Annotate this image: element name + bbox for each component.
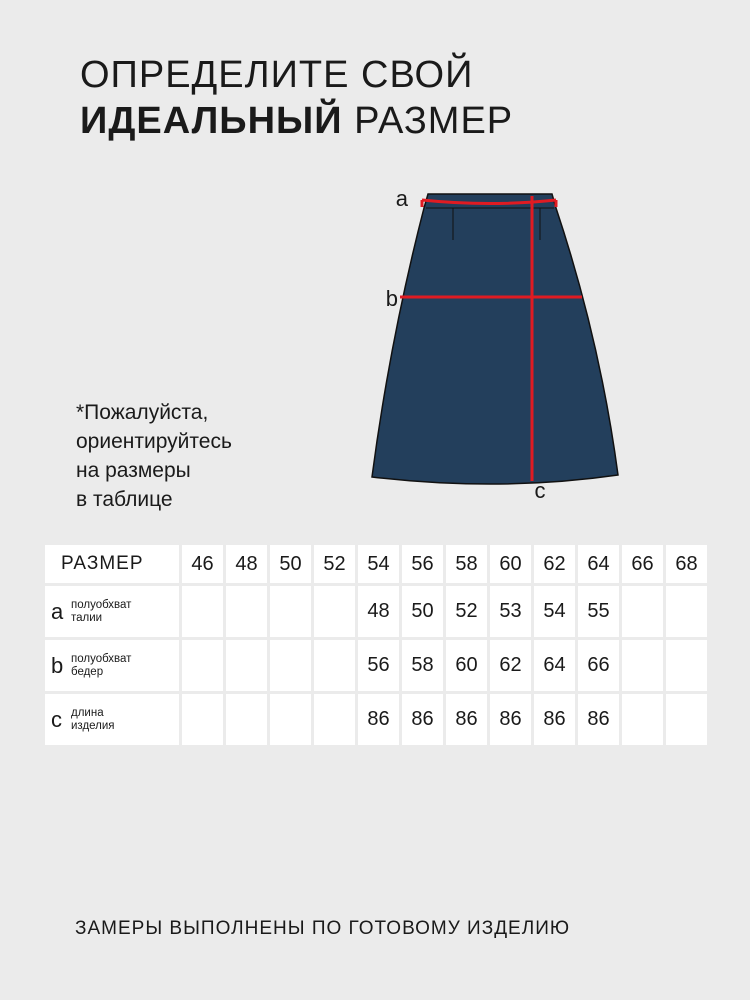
table-row-hips	[45, 640, 707, 691]
table-cell	[226, 640, 267, 691]
size-header-cell: 60	[490, 545, 531, 583]
table-cell: 53	[490, 586, 531, 637]
table-cell: 54	[534, 586, 575, 637]
table-cell: 86	[578, 694, 619, 745]
row-description	[71, 599, 131, 625]
row-letter: b	[51, 652, 64, 678]
table-cell	[226, 694, 267, 745]
table-cell: 60	[446, 640, 487, 691]
table-cell: 48	[358, 586, 399, 637]
footer-note: ЗАМЕРЫ ВЫПОЛНЕНЫ ПО ГОТОВОМУ ИЗДЕЛИЮ	[75, 918, 571, 939]
size-header-cell: 62	[534, 545, 575, 583]
label-a: a	[395, 186, 408, 211]
table-cell: 56	[358, 640, 399, 691]
size-header-cell: 52	[314, 545, 355, 583]
row-description	[71, 707, 115, 733]
table-cell	[314, 640, 355, 691]
table-cell	[666, 586, 707, 637]
table-cell	[666, 694, 707, 745]
size-header-cell: 68	[666, 545, 707, 583]
size-table	[42, 542, 710, 748]
table-cell	[666, 640, 707, 691]
row-letter: c	[51, 706, 62, 732]
size-header-cell: 66	[622, 545, 663, 583]
size-header-cell: 56	[402, 545, 443, 583]
table-cell: 86	[358, 694, 399, 745]
row-label	[45, 640, 179, 691]
size-header-cell: 50	[270, 545, 311, 583]
size-header-cell: 58	[446, 545, 487, 583]
title-line-1: ОПРЕДЕЛИТЕ СВОЙ	[80, 54, 474, 96]
label-b: b	[385, 286, 398, 311]
size-header-row	[45, 545, 707, 583]
table-cell	[622, 586, 663, 637]
table-cell: 58	[402, 640, 443, 691]
row-desc-line-1: полуобхват	[71, 652, 132, 665]
size-header-cell: 64	[578, 545, 619, 583]
row-desc-line-2: бедер	[71, 665, 104, 678]
table-row-length	[45, 694, 707, 745]
table-cell: 55	[578, 586, 619, 637]
table-cell	[314, 694, 355, 745]
table-cell: 66	[578, 640, 619, 691]
row-desc-line-2: талии	[71, 611, 103, 624]
table-cell: 52	[446, 586, 487, 637]
table-cell	[270, 640, 311, 691]
table-cell: 50	[402, 586, 443, 637]
size-header-cell: 48	[226, 545, 267, 583]
row-letter: a	[51, 598, 64, 624]
table-cell	[182, 640, 223, 691]
table-cell	[270, 586, 311, 637]
note-line-4: в таблице	[76, 488, 173, 511]
table-cell: 86	[490, 694, 531, 745]
table-cell: 86	[534, 694, 575, 745]
table-row-waist	[45, 586, 707, 637]
row-label	[45, 586, 179, 637]
title-line-2	[80, 98, 513, 144]
size-header-cell: 46	[182, 545, 223, 583]
note-line-1: *Пожалуйста,	[76, 401, 209, 424]
table-cell: 86	[446, 694, 487, 745]
title-rest: РАЗМЕР	[342, 100, 514, 142]
table-cell	[182, 586, 223, 637]
table-cell	[182, 694, 223, 745]
size-header-label: РАЗМЕР	[45, 545, 179, 583]
size-note	[76, 398, 232, 514]
note-line-2: ориентируйтесь	[76, 430, 232, 453]
table-cell: 86	[402, 694, 443, 745]
skirt-diagram	[360, 180, 630, 510]
page-title	[80, 52, 513, 144]
table-cell: 62	[490, 640, 531, 691]
skirt-shape	[372, 194, 618, 484]
row-description	[71, 653, 131, 679]
table-cell	[226, 586, 267, 637]
row-desc-line-1: полуобхват	[71, 598, 132, 611]
table-cell	[314, 586, 355, 637]
table-cell: 64	[534, 640, 575, 691]
label-c: c	[534, 478, 546, 503]
note-line-3: на размеры	[76, 459, 191, 482]
row-desc-line-1: длина	[71, 706, 104, 719]
size-header-cell: 54	[358, 545, 399, 583]
row-desc-line-2: изделия	[71, 719, 115, 732]
title-bold-word: ИДЕАЛЬНЫЙ	[80, 100, 343, 142]
table-cell	[622, 640, 663, 691]
table-cell	[270, 694, 311, 745]
row-label	[45, 694, 179, 745]
table-cell	[622, 694, 663, 745]
